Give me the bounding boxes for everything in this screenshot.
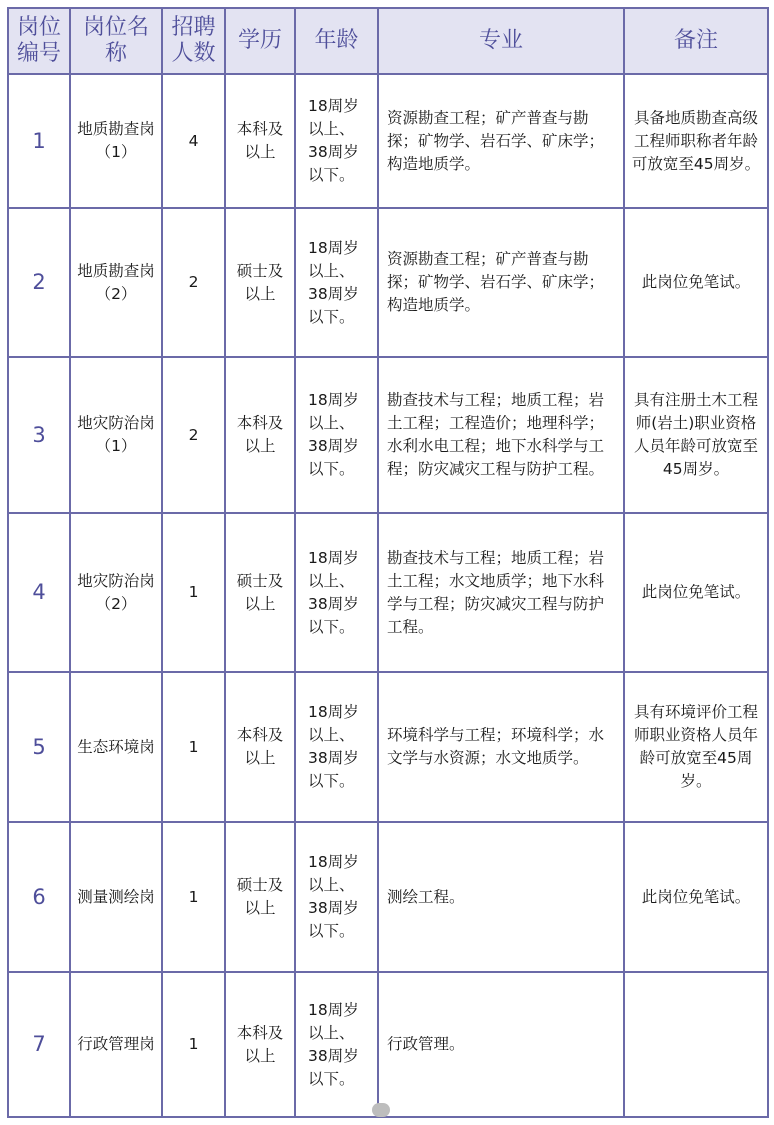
note: 此岗位免笔试。 bbox=[624, 822, 768, 972]
position-name: 测量测绘岗 bbox=[70, 822, 162, 972]
table-row bbox=[8, 74, 768, 208]
hiring-count: 1 bbox=[162, 672, 225, 822]
position-name: 地灾防治岗（1） bbox=[70, 357, 162, 513]
position-no: 2 bbox=[8, 208, 70, 357]
major: 资源勘查工程；矿产普查与勘探；矿物学、岩石学、矿床学；构造地质学。 bbox=[378, 208, 624, 357]
position-name: 地质勘查岗（2） bbox=[70, 208, 162, 357]
major: 环境科学与工程；环境科学；水文学与水资源；水文地质学。 bbox=[378, 672, 624, 822]
header-age: 年龄 bbox=[295, 8, 378, 74]
table-row bbox=[8, 513, 768, 672]
position-no: 1 bbox=[8, 74, 70, 208]
education: 本科及以上 bbox=[225, 357, 295, 513]
wechat-icon bbox=[372, 1103, 390, 1117]
table-row bbox=[8, 672, 768, 822]
major: 测绘工程。 bbox=[378, 822, 624, 972]
age: 18周岁以上、38周岁以下。 bbox=[295, 672, 378, 822]
table-row bbox=[8, 357, 768, 513]
table-row bbox=[8, 208, 768, 357]
note: 具有环境评价工程师职业资格人员年龄可放宽至45周岁。 bbox=[624, 672, 768, 822]
age: 18周岁以上、38周岁以下。 bbox=[295, 208, 378, 357]
position-name: 行政管理岗 bbox=[70, 972, 162, 1117]
position-name: 生态环境岗 bbox=[70, 672, 162, 822]
education: 硕士及以上 bbox=[225, 822, 295, 972]
header-note: 备注 bbox=[624, 8, 768, 74]
header-education: 学历 bbox=[225, 8, 295, 74]
note: 此岗位免笔试。 bbox=[624, 513, 768, 672]
table-row bbox=[8, 972, 768, 1117]
hiring-count: 1 bbox=[162, 822, 225, 972]
note: 具有注册土木工程师(岩土)职业资格人员年龄可放宽至45周岁。 bbox=[624, 357, 768, 513]
position-name: 地质勘查岗（1） bbox=[70, 74, 162, 208]
hiring-count: 2 bbox=[162, 208, 225, 357]
age: 18周岁以上、38周岁以下。 bbox=[295, 972, 378, 1117]
header-position-no: 岗位编号 bbox=[8, 8, 70, 74]
header-major: 专业 bbox=[378, 8, 624, 74]
position-no: 5 bbox=[8, 672, 70, 822]
age: 18周岁以上、38周岁以下。 bbox=[295, 74, 378, 208]
header-hiring-count: 招聘人数 bbox=[162, 8, 225, 74]
major: 行政管理。 bbox=[378, 972, 624, 1117]
table-row bbox=[8, 822, 768, 972]
hiring-count: 1 bbox=[162, 972, 225, 1117]
position-no: 6 bbox=[8, 822, 70, 972]
position-no: 3 bbox=[8, 357, 70, 513]
education: 本科及以上 bbox=[225, 672, 295, 822]
major: 勘查技术与工程；地质工程；岩土工程；工程造价；地理科学；水利水电工程；地下水科学与工程；防灾减灾工程与防护工程。 bbox=[378, 357, 624, 513]
note: 此岗位免笔试。 bbox=[624, 208, 768, 357]
hiring-count: 2 bbox=[162, 357, 225, 513]
major: 勘查技术与工程；地质工程；岩土工程；水文地质学；地下水科学与工程；防灾减灾工程与防护工程。 bbox=[378, 513, 624, 672]
age: 18周岁以上、38周岁以下。 bbox=[295, 822, 378, 972]
note bbox=[624, 972, 768, 1117]
recruitment-table bbox=[7, 7, 769, 1118]
hiring-count: 1 bbox=[162, 513, 225, 672]
age: 18周岁以上、38周岁以下。 bbox=[295, 357, 378, 513]
watermark bbox=[372, 1100, 752, 1122]
major: 资源勘查工程；矿产普查与勘探；矿物学、岩石学、矿床学；构造地质学。 bbox=[378, 74, 624, 208]
education: 本科及以上 bbox=[225, 972, 295, 1117]
education: 硕士及以上 bbox=[225, 208, 295, 357]
position-no: 7 bbox=[8, 972, 70, 1117]
note: 具备地质勘查高级工程师职称者年龄可放宽至45周岁。 bbox=[624, 74, 768, 208]
header-row bbox=[8, 8, 768, 74]
education: 本科及以上 bbox=[225, 74, 295, 208]
hiring-count: 4 bbox=[162, 74, 225, 208]
position-no: 4 bbox=[8, 513, 70, 672]
education: 硕士及以上 bbox=[225, 513, 295, 672]
age: 18周岁以上、38周岁以下。 bbox=[295, 513, 378, 672]
position-name: 地灾防治岗（2） bbox=[70, 513, 162, 672]
header-position-name: 岗位名称 bbox=[70, 8, 162, 74]
